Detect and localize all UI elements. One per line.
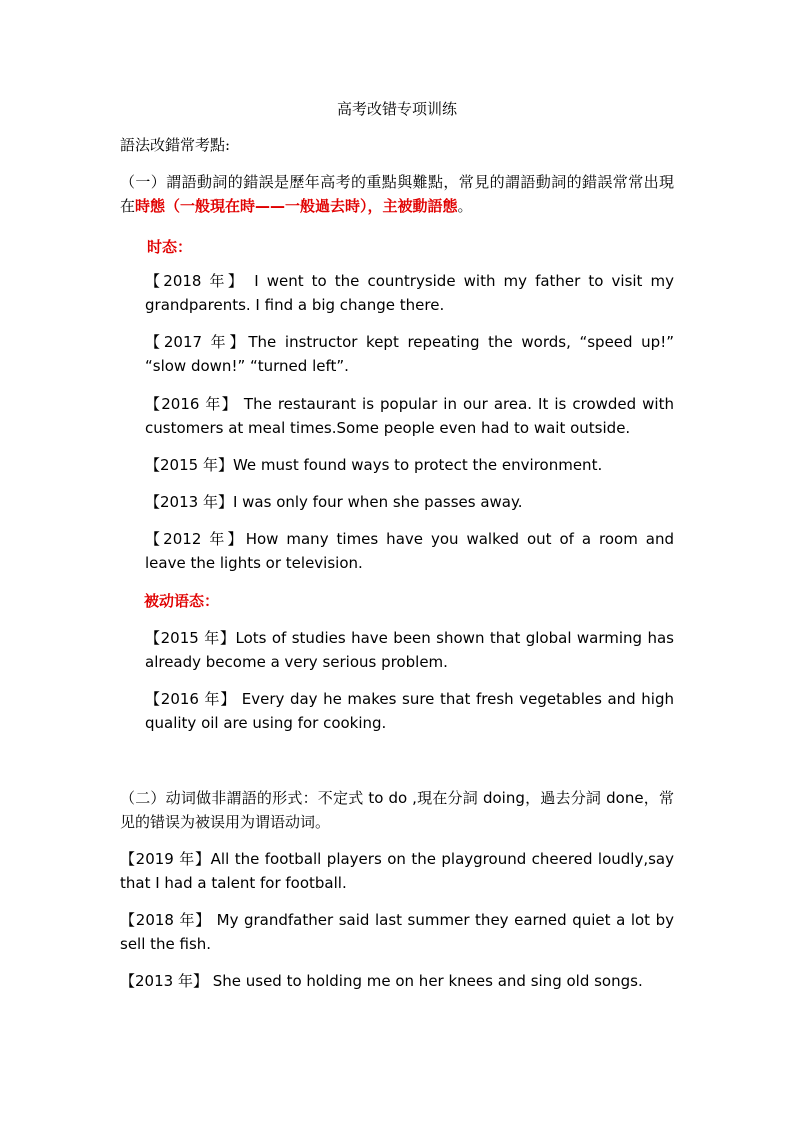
section-two-item xyxy=(120,847,674,895)
item-text: How many times have you walked out of a room and leave the lights or television. xyxy=(145,530,674,572)
item-text: The instructor kept repeating the words, “speed up!” “slow down!” “turned left”. xyxy=(145,333,674,375)
tense-item xyxy=(145,269,674,317)
item-year: 【2015 年】 xyxy=(145,629,236,647)
item-year: 【2013 年】 xyxy=(145,493,233,511)
section-two-item xyxy=(120,908,674,956)
section-two-intro: （二）动词做非謂語的形式：不定式 to do ,現在分詞 doing，過去分詞 done，常见的错误为被误用为谓语动词。 xyxy=(120,789,674,831)
item-text: I was only four when she passes away. xyxy=(232,493,523,511)
item-text: The restaurant is popular in our area. It is crowded with customers at meal times.Some people even had to wait outside. xyxy=(145,395,674,437)
passive-item xyxy=(145,626,674,674)
item-text: She used to holding me on her knees and sing old songs. xyxy=(207,972,643,990)
item-year: 【2015 年】 xyxy=(145,456,233,474)
subtitle: 語法改錯常考點: xyxy=(120,136,231,154)
tense-heading: 时态： xyxy=(147,238,193,256)
tense-item xyxy=(145,330,674,378)
passive-heading: 被动语态： xyxy=(144,592,220,610)
item-year: 【2019 年】 xyxy=(120,850,211,868)
tense-item xyxy=(145,490,674,514)
item-year: 【2016 年】 xyxy=(145,690,237,708)
item-text: I went to the countryside with my father to visit my grandparents. I find a big change there. xyxy=(145,272,674,314)
section-two-item xyxy=(120,969,674,993)
tense-item xyxy=(145,453,674,477)
section-one-intro-suffix: 。 xyxy=(457,197,473,215)
section-one-intro-highlight: 時態（一般現在時——一般過去時），主被動語態 xyxy=(135,197,458,215)
item-text: Lots of studies have been shown that global warming has already become a very serious problem. xyxy=(145,629,674,671)
item-text: Every day he makes sure that fresh vegetables and high quality oil are using for cooking. xyxy=(145,690,674,732)
item-year: 【2016 年】 xyxy=(145,395,238,413)
page-title: 高考改错专项训练 xyxy=(336,100,457,118)
item-year: 【2013 年】 xyxy=(120,972,208,990)
item-text: My grandfather said last summer they earned quiet a lot by sell the fish. xyxy=(120,911,674,953)
section-one-intro xyxy=(120,170,674,218)
item-year: 【2017 年】 xyxy=(145,333,249,351)
section-one-intro-text: （一）謂語動詞的錯誤是歷年高考的重點與難點，常見的謂語動詞的錯誤常常出現在 xyxy=(120,173,674,215)
item-year: 【2012 年】 xyxy=(145,530,246,548)
item-text: All the football players on the playground cheered loudly,say that I had a talent for football. xyxy=(120,850,674,892)
item-text: We must found ways to protect the environment. xyxy=(232,456,603,474)
item-year: 【2018 年】 xyxy=(120,911,212,929)
item-year: 【2018 年】 xyxy=(145,272,247,290)
tense-item xyxy=(145,527,674,575)
passive-item xyxy=(145,687,674,735)
tense-item xyxy=(145,392,674,440)
